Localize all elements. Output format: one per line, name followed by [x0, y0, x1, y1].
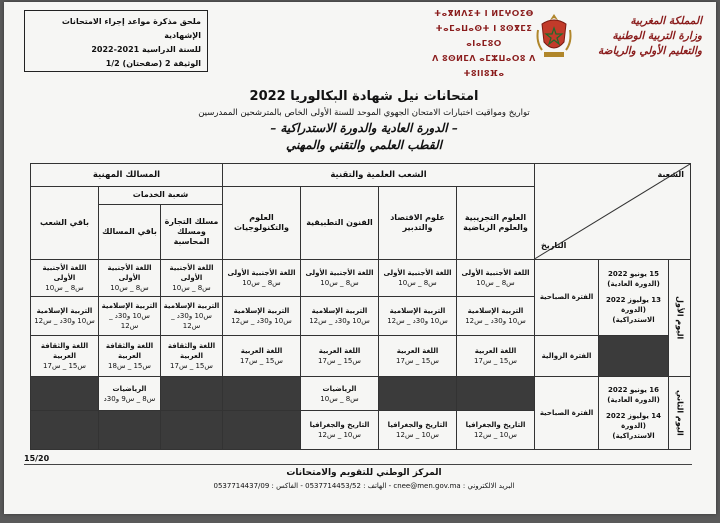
tifinagh-line-2: ⵜⴰⵎⴰⵡⴰⵙⵜ ⵏ ⵓⵙⴳⵎⵉ ⴰⵏⴰⵎⵓⵔ: [435, 24, 533, 48]
exam-cell: [379, 297, 457, 336]
exam-cell: [457, 411, 535, 450]
day-2-date-cell: [599, 377, 669, 450]
exam-time: س15 _ س17: [318, 357, 361, 366]
ministry-name: [578, 14, 702, 59]
empty-cell: [31, 377, 99, 411]
exam-cell: [99, 259, 161, 297]
exam-subject: اللغة العربية: [240, 347, 283, 356]
exam-subject: اللغة الأجنبية الأولى: [461, 268, 530, 277]
day-1-afternoon-label: الفترة الزوالية: [535, 336, 599, 377]
exam-cell: [99, 297, 161, 336]
corner-label-branch: الشعبة: [657, 170, 685, 179]
empty-cell: [223, 411, 301, 450]
day-2-label: اليوم الثاني: [669, 377, 691, 450]
corner-label-date: التاريخ: [541, 240, 567, 250]
exam-time: س15 _ س17: [43, 362, 86, 371]
ministry-name-tifinagh: [424, 6, 544, 81]
exam-cell: [223, 297, 301, 336]
exam-cell: [161, 336, 223, 377]
exam-subject: اللغة الأجنبية الأولى: [383, 268, 452, 277]
exam-subject: اللغة والثقافة العربية: [40, 342, 89, 361]
group-header-professional: المسالك المهنية: [31, 164, 223, 187]
exam-subject: الرياضيات: [112, 384, 147, 393]
footer-contacts: البريد الالكتروني : cnee@men.gov.ma - الهاتف : 0537714453/52 - الفاكس : 0537714437/09: [213, 482, 515, 490]
exam-time: س10 _ س12: [396, 431, 439, 440]
exam-time: س10 _ س12: [318, 431, 361, 440]
tifinagh-line-3: ⴷ ⵓⵙⵍⵎⴷ ⴰⵎⵣⵡⴰⵔⵓ ⴷ ⵜⵓⵏⵏⵓⴼⴰ: [432, 54, 536, 78]
empty-cell: [31, 411, 99, 450]
exam-time: س8 _ س10: [398, 278, 437, 287]
exam-cell: [99, 336, 161, 377]
day-2-session-regular: (الدورة العادية): [607, 396, 660, 405]
day-2-session-makeup: (الدورة الاستدراكية): [612, 422, 655, 441]
exam-time: س8 _ س10: [476, 278, 515, 287]
exam-cell: [379, 259, 457, 297]
empty-cell: [379, 377, 457, 411]
ministry-line-2: وزارة التربية الوطنية: [612, 30, 702, 42]
exam-time: س10 و30د _ س12: [387, 317, 448, 326]
exam-time: س8 _ س10: [320, 278, 359, 287]
schedule-table: [30, 163, 691, 450]
exam-cell: [457, 297, 535, 336]
exam-time: س8 _ س10: [172, 283, 211, 292]
subtitle: تواريخ ومواقيت اختبارات الامتحان الجهوي الموحد للسنة الأولى الخاص بالمترشحين الممدرسين: [198, 108, 530, 118]
exam-subject: التربية الإسلامية: [311, 307, 368, 316]
day-1-label: اليوم الأول: [669, 259, 691, 376]
tifinagh-line-1: ⵜⴰⴳⵍⴷⵉⵜ ⵏ ⵍⵎⵖⵔⵉⴱ: [434, 9, 534, 18]
exam-time: س8 _ س10: [45, 283, 84, 292]
exam-subject: التربية الإسلامية: [233, 307, 290, 316]
exam-time: س15 _ س17: [474, 357, 517, 366]
session-title: – الدورة العادية والدورة الاستدراكية –: [270, 121, 458, 135]
exam-subject: التاريخ والجغرافيا: [387, 421, 448, 430]
footer-center-name: المركز الوطني للتقويم والامتحانات: [286, 468, 442, 478]
col-header-other-branches: باقي الشعب: [31, 186, 99, 259]
exam-cell: [223, 259, 301, 297]
empty-cell: [457, 377, 535, 411]
exam-cell: [301, 297, 379, 336]
corner-header-cell: [535, 164, 691, 260]
title-block: [44, 88, 684, 154]
exam-cell: [161, 259, 223, 297]
exam-subject: اللغة العربية: [474, 347, 517, 356]
exam-cell: [457, 336, 535, 377]
col-header-applied-arts: الفنون التطبيقية: [301, 186, 379, 259]
exam-cell: [31, 297, 99, 336]
day-2-date-makeup: 14 يوليوز 2022: [606, 412, 662, 421]
exam-time: س15 _ س17: [170, 362, 213, 371]
exam-subject: اللغة والثقافة العربية: [105, 342, 154, 361]
exam-subject: التربية الإسلامية: [389, 307, 446, 316]
exam-time: س10 و30د _ س12: [465, 317, 526, 326]
ministry-line-1: المملكة المغربية: [630, 15, 702, 27]
exam-time: س15 _ س17: [240, 357, 283, 366]
col-header-other-paths: باقي المسالك: [99, 205, 161, 260]
annex-line-3: الوثيقة 2 (صفحتان) 1/2: [105, 59, 201, 68]
exam-time: س15 _ س17: [396, 357, 439, 366]
exam-cell: [457, 259, 535, 297]
exam-subject: اللغة والثقافة العربية: [167, 342, 216, 361]
exam-time: س10 و30د _ س12: [171, 312, 212, 331]
annex-line-1: ملحق مذكرة مواعد إجراء الامتحانات الإشهادية: [61, 17, 201, 40]
empty-cell: [599, 336, 669, 377]
day-1-session-regular: (الدورة العادية): [607, 280, 660, 289]
exam-time: س10 و30د _ س12: [109, 312, 150, 331]
footer-divider: [24, 464, 692, 465]
exam-subject: التاريخ والجغرافيا: [465, 421, 526, 430]
document-page: [4, 2, 716, 514]
day-1-date-regular: 15 يونيو 2022: [608, 270, 660, 279]
exam-time: س10 _ س12: [474, 431, 517, 440]
pole-title: القطب العلمي والتقني والمهني: [286, 138, 442, 152]
exam-time: س8 _ س10: [110, 283, 149, 292]
exam-subject: التربية الإسلامية: [36, 307, 93, 316]
exam-cell: [31, 336, 99, 377]
col-header-services: شعبة الخدمات: [99, 186, 223, 204]
exam-time: س15 _ س18: [108, 362, 151, 371]
exam-time: س10 و30د _ س12: [231, 317, 292, 326]
exam-cell: [301, 259, 379, 297]
col-header-technology: العلوم والتكنولوجيات: [223, 186, 301, 259]
main-title: امتحانات نيل شهادة البكالوريا 2022: [249, 89, 479, 104]
exam-subject: التربية الإسلامية: [101, 302, 158, 311]
col-header-experimental: العلوم التجريبية والعلوم الرياضية: [457, 186, 535, 259]
exam-cell: [379, 411, 457, 450]
exam-subject: اللغة العربية: [396, 347, 439, 356]
exam-subject: التاريخ والجغرافيا: [309, 421, 370, 430]
empty-cell: [223, 377, 301, 411]
day-1-date-makeup: 13 يوليوز 2022: [606, 296, 662, 305]
col-header-economics: علوم الاقتصاد والتدبير: [379, 186, 457, 259]
page-number: 15/20: [24, 454, 50, 463]
exam-subject: التربية الإسلامية: [163, 302, 220, 311]
exam-cell: [161, 297, 223, 336]
exam-subject: اللغة الأجنبية الأولى: [42, 263, 87, 282]
annex-line-2: للسنة الدراسية 2021-2022: [91, 45, 201, 54]
day-1-morning-label: الفترة الصباحية: [535, 259, 599, 335]
group-header-scientific: الشعب العلمية والتقنية: [223, 164, 535, 187]
exam-cell: [379, 336, 457, 377]
empty-cell: [161, 377, 223, 411]
exam-cell: [223, 336, 301, 377]
exam-subject: اللغة الأجنبية الأولى: [107, 263, 152, 282]
exam-subject: اللغة الأجنبية الأولى: [305, 268, 374, 277]
day-1-date-cell: [599, 259, 669, 335]
exam-time: س10 و30د _ س12: [309, 317, 370, 326]
col-header-commerce: مسلك التجارة ومسلك المحاسبة: [161, 205, 223, 260]
exam-cell: [301, 411, 379, 450]
exam-subject: اللغة الأجنبية الأولى: [227, 268, 296, 277]
exam-cell: [301, 377, 379, 411]
exam-subject: الرياضيات: [322, 384, 357, 393]
day-1-session-makeup: (الدورة الاستدراكية): [612, 306, 655, 325]
exam-time: س8 _ س9 و30د: [103, 394, 156, 403]
day-2-morning-label: الفترة الصباحية: [535, 377, 599, 450]
exam-time: س8 _ س10: [320, 394, 359, 403]
annex-box: [24, 10, 208, 72]
exam-time: س8 _ س10: [242, 278, 281, 287]
exam-subject: اللغة الأجنبية الأولى: [169, 263, 214, 282]
exam-time: س10 و30د _ س12: [34, 317, 95, 326]
exam-cell: [31, 259, 99, 297]
exam-subject: التربية الإسلامية: [467, 307, 524, 316]
empty-cell: [161, 411, 223, 450]
empty-cell: [99, 411, 161, 450]
day-2-date-regular: 16 يونيو 2022: [608, 386, 660, 395]
exam-cell: [99, 377, 161, 411]
exam-cell: [301, 336, 379, 377]
ministry-line-3: والتعليم الأولي والرياضة: [598, 45, 702, 57]
exam-subject: اللغة العربية: [318, 347, 361, 356]
